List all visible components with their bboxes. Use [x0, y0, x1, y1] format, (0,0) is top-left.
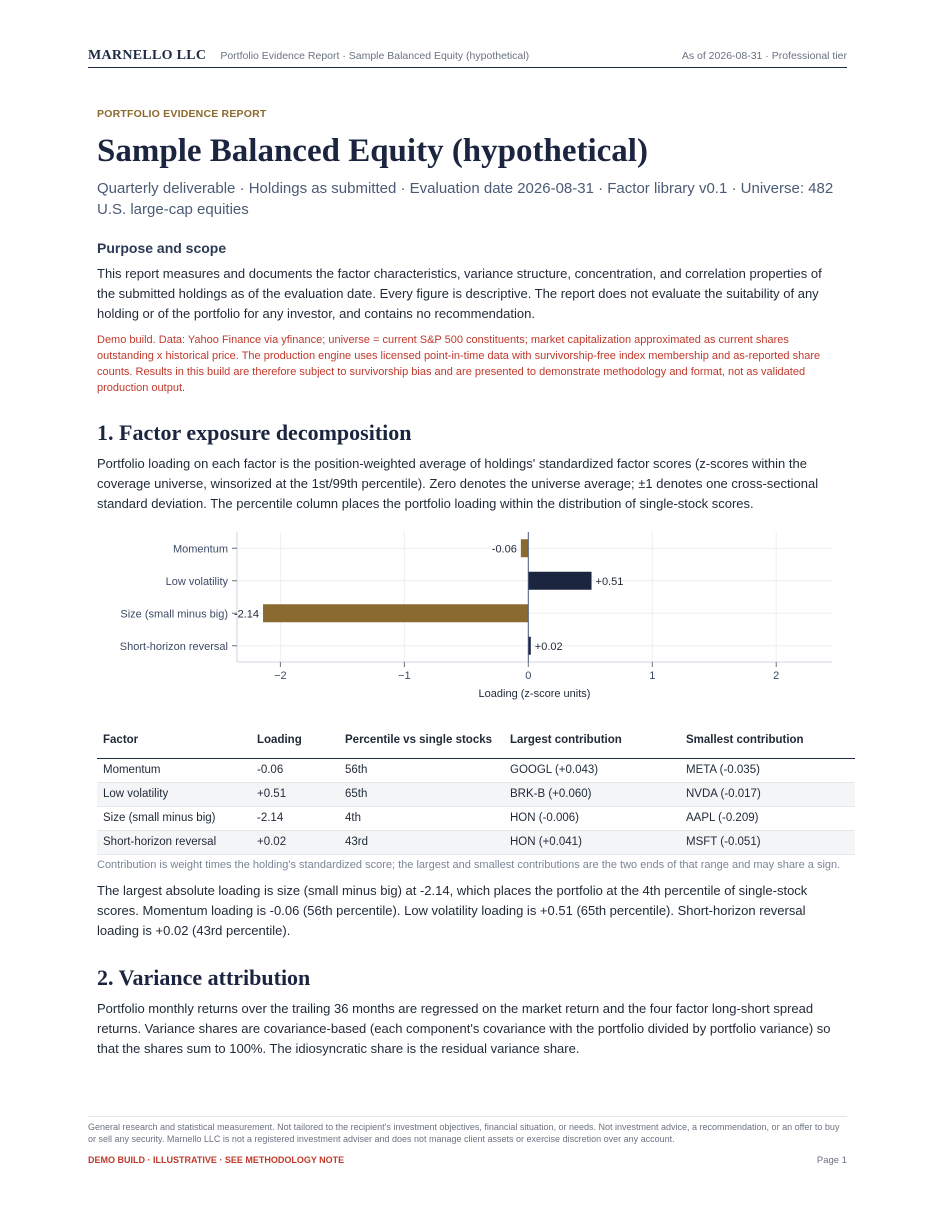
cell-largest: HON (-0.006) — [504, 806, 680, 830]
x-tick-label: −2 — [274, 670, 287, 682]
demo-note: Demo build. Data: Yahoo Finance via yfinance; universe = current S&P 500 constituents; market capitalization approximated as current shares outstanding x historical price. The production engine uses licensed point-in-time data with survivorship-free index membership and as-reported share counts. Results in this build are therefore subject to survivorship bias and are presented to demonstrate methodology and format, not as validated production output. — [97, 334, 821, 394]
cell-percentile: 65th — [339, 782, 504, 806]
factor-loading-chart-svg — [97, 524, 842, 714]
bar-size-small-minus-big- — [263, 604, 528, 622]
page-title: Sample Balanced Equity (hypothetical) — [97, 133, 648, 169]
purpose-heading: Purpose and scope — [97, 240, 227, 256]
cell-factor: Size (small minus big) — [97, 806, 251, 830]
purpose-text: This report measures and documents the factor characteristics, variance structure, concentration, and correlation properties of the submitted holdings as of the evaluation date. Every figure is descriptive. The report does not evaluate the suitability of any holding or of the portfolio for any investor, and contains no recommendation. — [97, 266, 822, 321]
section-1-summary: The largest absolute loading is size (small minus big) at -2.14, which places the portfolio at the 4th percentile of single-stock scores. Momentum loading is -0.06 (56th percentile). Low volatility loading is +0.51 (65th percentile). Short-horizon reversal loading is +0.02 (43rd percentile). — [97, 882, 808, 938]
y-tick-label: Size (small minus big) — [120, 608, 228, 621]
table-row — [97, 758, 855, 782]
factor-table-header — [97, 722, 855, 758]
table-note: Contribution is weight times the holding's standardized score; the largest and smallest contributions are the two ends of that range and may share a sign. — [97, 858, 841, 871]
main-content — [97, 108, 842, 1059]
section-2-heading: 2. Variance attribution — [97, 964, 311, 990]
x-tick-label: 2 — [773, 670, 780, 682]
cell-largest: GOOGL (+0.043) — [504, 758, 680, 782]
table-row — [97, 782, 855, 806]
col-header-smallest: Smallest contribution — [680, 722, 855, 758]
y-tick-label: Low volatility — [165, 575, 228, 588]
cell-factor: Momentum — [97, 758, 251, 782]
table-row — [97, 806, 855, 830]
col-header-percentile: Percentile vs single stocks — [339, 722, 504, 758]
section-1-intro: Portfolio loading on each factor is the position-weighted average of holdings' standardized factor scores (z-scores within the coverage universe, winsorized at the 1st/99th percentile). Zero denotes the universe average; ±1 denotes one cross-sectional standard deviation. The percentile column places the portfolio loading within the distribution of single-stock scores. — [97, 456, 819, 511]
col-header-factor: Factor — [97, 722, 251, 758]
cell-largest: BRK-B (+0.060) — [504, 782, 680, 806]
col-header-loading: Loading — [251, 722, 339, 758]
page-number: Page 1 — [816, 1155, 847, 1166]
bar-momentum — [521, 539, 528, 557]
cell-smallest: AAPL (-0.209) — [680, 806, 855, 830]
factor-loading-chart — [97, 524, 842, 714]
col-header-largest: Largest contribution — [504, 722, 680, 758]
report-name: Portfolio Evidence Report · Sample Balanced Equity (hypothetical) — [220, 50, 530, 62]
data-label: +0.51 — [595, 575, 624, 588]
cell-percentile: 56th — [339, 758, 504, 782]
cell-percentile: 43rd — [339, 830, 504, 854]
eyebrow-label: PORTFOLIO EVIDENCE REPORT — [97, 108, 267, 120]
page-header — [88, 48, 847, 68]
cell-smallest: NVDA (-0.017) — [680, 782, 855, 806]
section-1-heading: 1. Factor exposure decomposition — [97, 420, 412, 445]
section-2-intro: Portfolio monthly returns over the trailing 36 months are regressed on the market return and the four factor long-short spread returns. Variance shares are covariance-based (each component's covariance with the portfolio divided by portfolio variance) so that the shares sum to 100%. The idiosyncratic share is the residual variance share. — [97, 1000, 831, 1056]
data-label: -0.06 — [491, 543, 517, 556]
cell-smallest: MSFT (-0.051) — [680, 830, 855, 854]
brand-logo: MARNELLO LLC — [88, 48, 207, 63]
bar-low-volatility — [528, 572, 591, 590]
y-tick-label: Momentum — [172, 543, 228, 556]
cell-largest: HON (+0.041) — [504, 830, 680, 854]
cell-loading: +0.51 — [251, 782, 339, 806]
cell-loading: -2.14 — [251, 806, 339, 830]
cell-loading: +0.02 — [251, 830, 339, 854]
cell-smallest: META (-0.035) — [680, 758, 855, 782]
cell-percentile: 4th — [339, 806, 504, 830]
table-row — [97, 830, 855, 854]
cell-factor: Short-horizon reversal — [97, 830, 251, 854]
data-label: +0.02 — [534, 640, 563, 653]
x-tick-label: −1 — [398, 670, 411, 682]
cell-loading: -0.06 — [251, 758, 339, 782]
x-axis-label: Loading (z-score units) — [478, 688, 591, 700]
factor-table — [97, 722, 855, 855]
as-of-date: As of 2026-08-31 · Professional tier — [681, 50, 847, 62]
demo-build-flag: DEMO BUILD · ILLUSTRATIVE · SEE METHODOLOGY NOTE — [88, 1155, 345, 1165]
x-tick-label: 1 — [649, 670, 656, 682]
y-tick-label: Short-horizon reversal — [119, 640, 228, 653]
page-subtitle: Quarterly deliverable · Holdings as submitted · Evaluation date 2026-08-31 · Factor library v0.1 · Universe: 482 U.S. large-cap equities — [97, 180, 834, 218]
cell-factor: Low volatility — [97, 782, 251, 806]
page-footer — [88, 1116, 847, 1166]
data-label: -2.14 — [233, 608, 260, 621]
footer-disclaimer: General research and statistical measurement. Not tailored to the recipient's investment objectives, financial situation, or needs. Not investment advice, a recommendation, or an offer to buy or sell any security. Marnello LLC is not a registered investment adviser and does not manage client assets or exercise discretion over any account. — [88, 1122, 840, 1144]
x-tick-label: 0 — [525, 670, 532, 682]
